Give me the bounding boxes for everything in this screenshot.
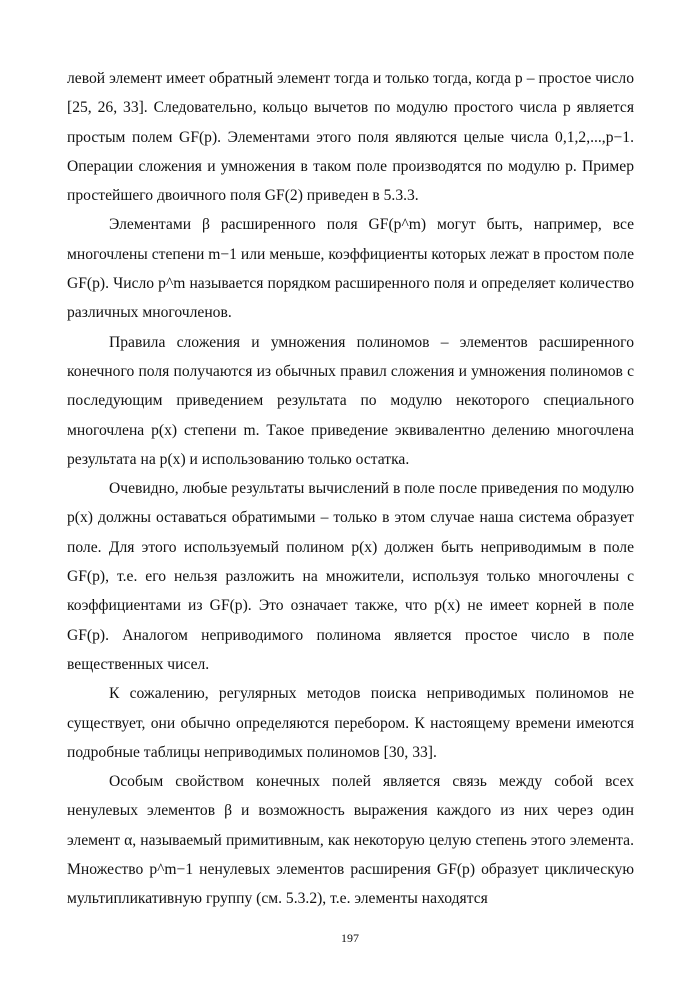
paragraph-5: К сожалению, регулярных методов поиска неприводимых полиномов не существует, они обычно определяются перебором. К настоящему времени имеются подробные таблицы неприводимых полиномов [30, 33]. (67, 685, 634, 761)
paragraph-1: левой элемент имеет обратный элемент тогда и только тогда, когда p – простое число [25, 26, 33]. Следовательно, кольцо вычетов по модулю простого числа p является простым полем GF(p). Элементами этого поля являются целые числа 0,1,2,...,p−1. Операции сложения и умножения в таком поле производятся по модулю p. Пример простейшего двоичного поля GF(2) приведен в 5.3.3. (67, 70, 634, 205)
page-body (67, 64, 634, 914)
paragraph-3: Правила сложения и умножения полиномов – элементов расширенного конечного поля получаются из обычных правил сложения и умножения полиномов с последующим приведением результата по модулю некоторого специального многочлена p(x) степени m. Такое приведение эквивалентно делению многочлена результата на p(x) и использованию только остатка. (67, 333, 634, 468)
paragraph-2: Элементами β расширенного поля GF(p^m) могут быть, например, все многочлены степени m−1 или меньше, коэффициенты которых лежат в простом поле GF(p). Число p^m называется порядком расширенного поля и определяет количество различных многочленов. (67, 216, 634, 322)
paragraph-4: Очевидно, любые результаты вычислений в поле после приведения по модулю p(x) должны оставаться обратимыми – только в этом случае наша система образует поле. Для этого используемый полином p(x) должен быть неприводимым в поле GF(p), т.е. его нельзя разложить на множители, используя только многочлены с коэффициентами из GF(p). Это означает также, что p(x) не имеет корней в поле GF(p). Аналогом неприводимого полинома является простое число в поле вещественных чисел. (67, 480, 634, 673)
page-number: 197 (341, 931, 359, 945)
paragraph-6: Особым свойством конечных полей является связь между собой всех ненулевых элементов β и возможность выражения каждого из них через один элемент α, называемый примитивным, как некоторую целую степень этого элемента. Множество p^m−1 ненулевых элементов расширения GF(p) образует циклическую мультипликативную группу (см. 5.3.2), т.е. элементы находятся (67, 773, 634, 908)
